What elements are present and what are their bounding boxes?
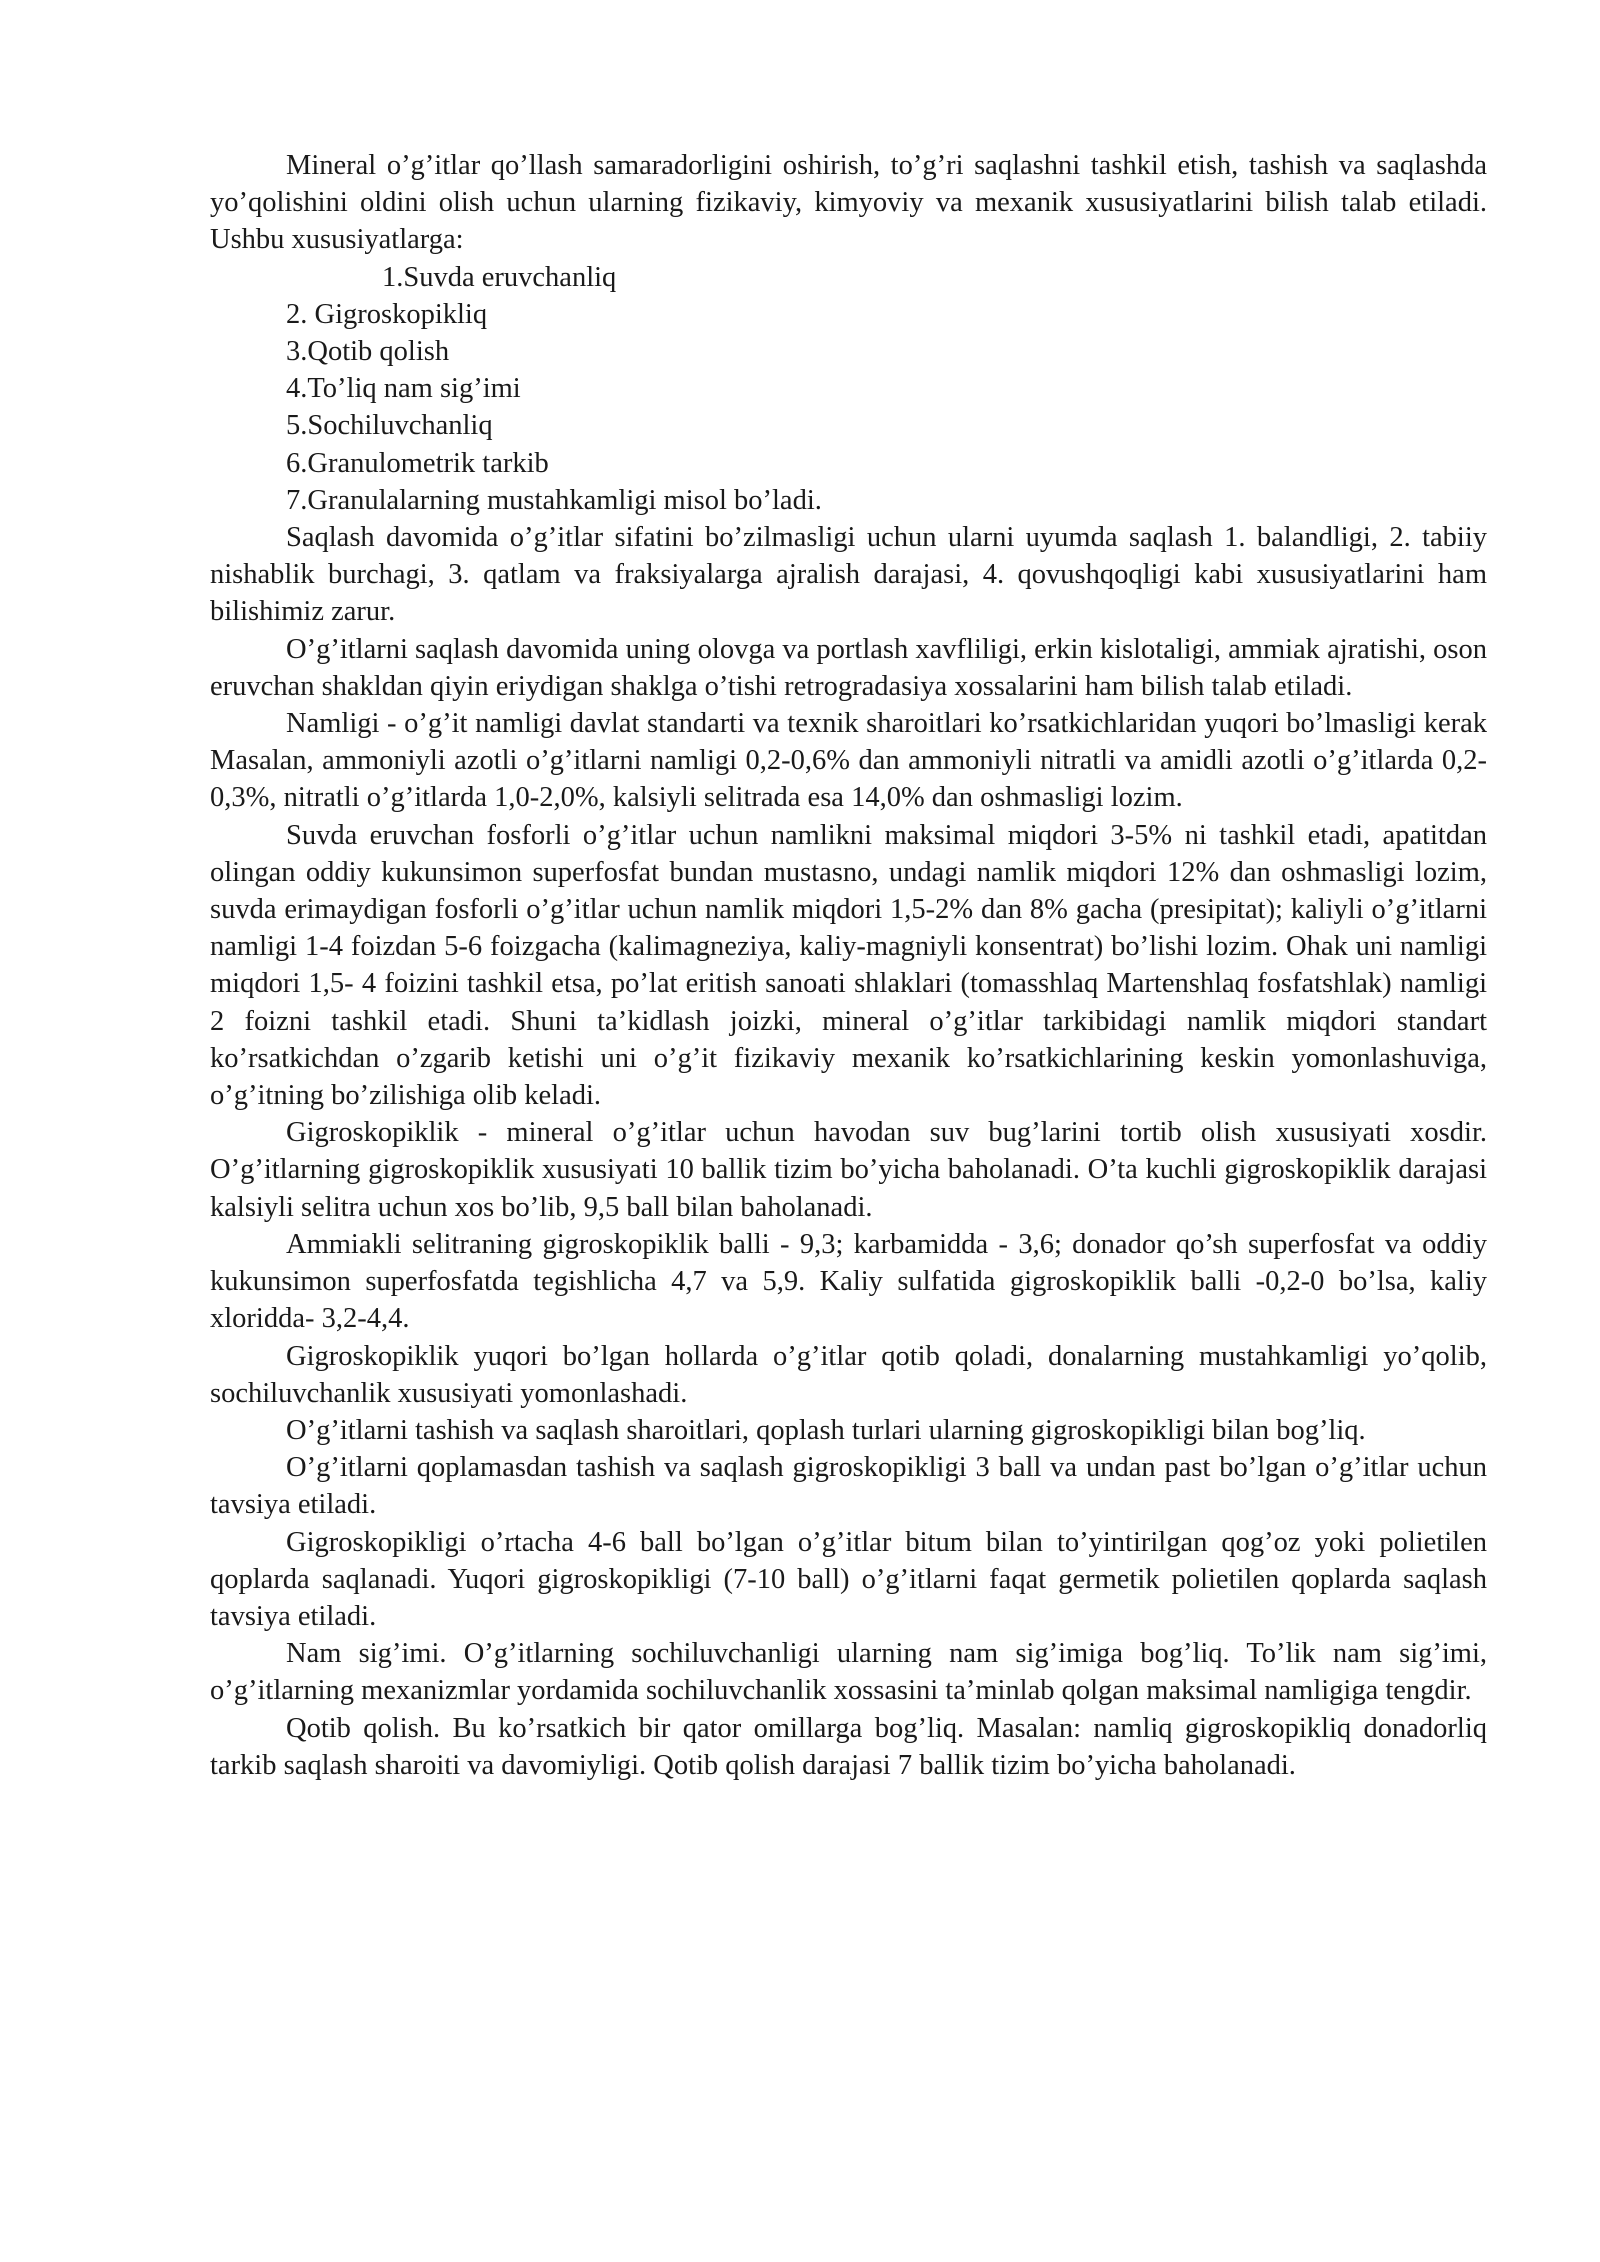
list-item: 4.To’liq nam sig’imi xyxy=(286,373,521,405)
paragraph: Gigroskopiklik - mineral o’g’itlar uchun havodan suv bug’larini tortib olish xususiyati xosdir. O’g’itlarning gigroskopiklik xususiyati 10 ballik tizim bo’yicha baholanadi. O’ta kuchli gigroskopiklik darajasi kalsiyli selitra uchun xos bo’lib, 9,5 ball bilan baholanadi. xyxy=(210,1117,1487,1223)
properties-list xyxy=(210,259,1487,519)
list-item: 1.Suvda eruvchanliq xyxy=(382,261,617,293)
paragraph: Saqlash davomida o’g’itlar sifatini bo’zilmasligi uchun ularni uyumda saqlash 1. balandligi, 2. tabiiy nishablik burchagi, 3. qatlam va fraksiyalarga ajralish darajasi, 4. qovushqoqligi kabi xususiyatlarini ham bilishimiz zarur. xyxy=(210,522,1487,628)
paragraph: Qotib qolish. Bu ko’rsatkich bir qator omillarga bog’liq. Masalan: namliq gigroskopikliq donadorliq tarkib saqlash sharoiti va davomiyligi. Qotib qolish darajasi 7 ballik tizim bo’yicha baholanadi. xyxy=(210,1712,1487,1781)
list-item: 2. Gigroskopikliq xyxy=(286,298,488,330)
intro-paragraph: Mineral o’g’itlar qo’llash samaradorligini oshirish, to’g’ri saqlashni tashkil etish, tashish va saqlashda yo’qolishini oldini olish uchun ularning fizikaviy, kimyoviy va mexanik xususiyatlarini bilish talab etiladi. Ushbu xususiyatlarga: xyxy=(210,150,1487,256)
paragraph: O’g’itlarni qoplamasdan tashish va saqlash gigroskopikligi 3 ball va undan past bo’lgan o’g’itlar uchun tavsiya etiladi. xyxy=(210,1452,1487,1521)
paragraph: Gigroskopiklik yuqori bo’lgan hollarda o’g’itlar qotib qoladi, donalarning mustahkamligi yo’qolib, sochiluvchanlik xususiyati yomonlashadi. xyxy=(210,1340,1487,1409)
paragraph: Nam sig’imi. O’g’itlarning sochiluvchanligi ularning nam sig’imiga bog’liq. To’lik nam sig’imi, o’g’itlarning mexanizmlar yordamida sochiluvchanlik xossasini ta’minlab qolgan maksimal namligiga tengdir. xyxy=(210,1638,1487,1707)
list-item: 6.Granulometrik tarkib xyxy=(286,447,549,479)
paragraph: Ammiakli selitraning gigroskopiklik balli - 9,3; karbamidda - 3,6; donador qo’sh superfosfat va oddiy kukunsimon superfosfatda tegishlicha 4,7 va 5,9. Kaliy sulfatida gigroskopiklik balli -0,2-0 bo’lsa, kaliy xloridda- 3,2-4,4. xyxy=(210,1228,1487,1335)
paragraph: Gigroskopikligi o’rtacha 4-6 ball bo’lgan o’g’itlar bitum bilan to’yintirilgan qog’oz yoki polietilen qoplarda saqlanadi. Yuqori gigroskopikligi (7-10 ball) o’g’itlarni faqat germetik polietilen qoplarda saqlash tavsiya etiladi. xyxy=(210,1526,1487,1632)
paragraph: Namligi - o’g’it namligi davlat standarti va texnik sharoitlari ko’rsatkichlaridan yuqori bo’lmasligi kerak Masalan, ammoniyli azotli o’g’itlarni namligi 0,2-0,6% dan ammoniyli nitratli va amidli azotli o’g’itlarda 0,2-0,3%, nitratli o’g’itlarda 1,0-2,0%, kalsiyli selitrada esa 14,0% dan oshmasligi lozim. xyxy=(210,708,1487,814)
list-item: 3.Qotib qolish xyxy=(286,336,450,368)
list-item: 7.Granulalarning mustahkamligi misol bo’ladi. xyxy=(286,484,822,516)
paragraph: Suvda eruvchan fosforli o’g’itlar uchun namlikni maksimal miqdori 3-5% ni tashkil etadi, apatitdan olingan oddiy kukunsimon superfosfat bundan mustasno, undagi namlik miqdori 12% dan oshmasligi lozim, suvda erimaydigan fosforli o’g’itlar uchun namlik miqdori 1,5-2% dan 8% gacha (presipitat); kaliyli o’g’itlarni namligi 1-4 foizdan 5-6 foizgacha (kalimagneziya, kaliy-magniyli konsentrat) bo’lishi lozim. Ohak uni namligi miqdori 1,5- 4 foizini tashkil etsa, po’lat eritish sanoati shlaklari (tomasshlaq Martenshlaq fosfatshlak) namligi 2 foizni tashkil etadi. Shuni ta’kidlash joizki, mineral o’g’itlar tarkibidagi namlik miqdori standart ko’rsatkichdan o’zgarib ketishi uni o’g’it fizikaviy mexanik ko’rsatkichlarining keskin yomonlashuviga, o’g’itning bo’zilishiga olib keladi. xyxy=(210,819,1487,1112)
list-item: 5.Sochiluvchanliq xyxy=(286,410,493,442)
paragraph: O’g’itlarni saqlash davomida uning olovga va portlash xavfliligi, erkin kislotaligi, ammiak ajratishi, oson eruvchan shakldan qiyin eriydigan shaklga o’tishi retrogradasiya xossalarini ham bilish talab etiladi. xyxy=(210,633,1487,702)
paragraph: O’g’itlarni tashish va saqlash sharoitlari, qoplash turlari ularning gigroskopikligi bilan bog’liq. xyxy=(286,1414,1366,1446)
document-page xyxy=(210,147,1487,1784)
